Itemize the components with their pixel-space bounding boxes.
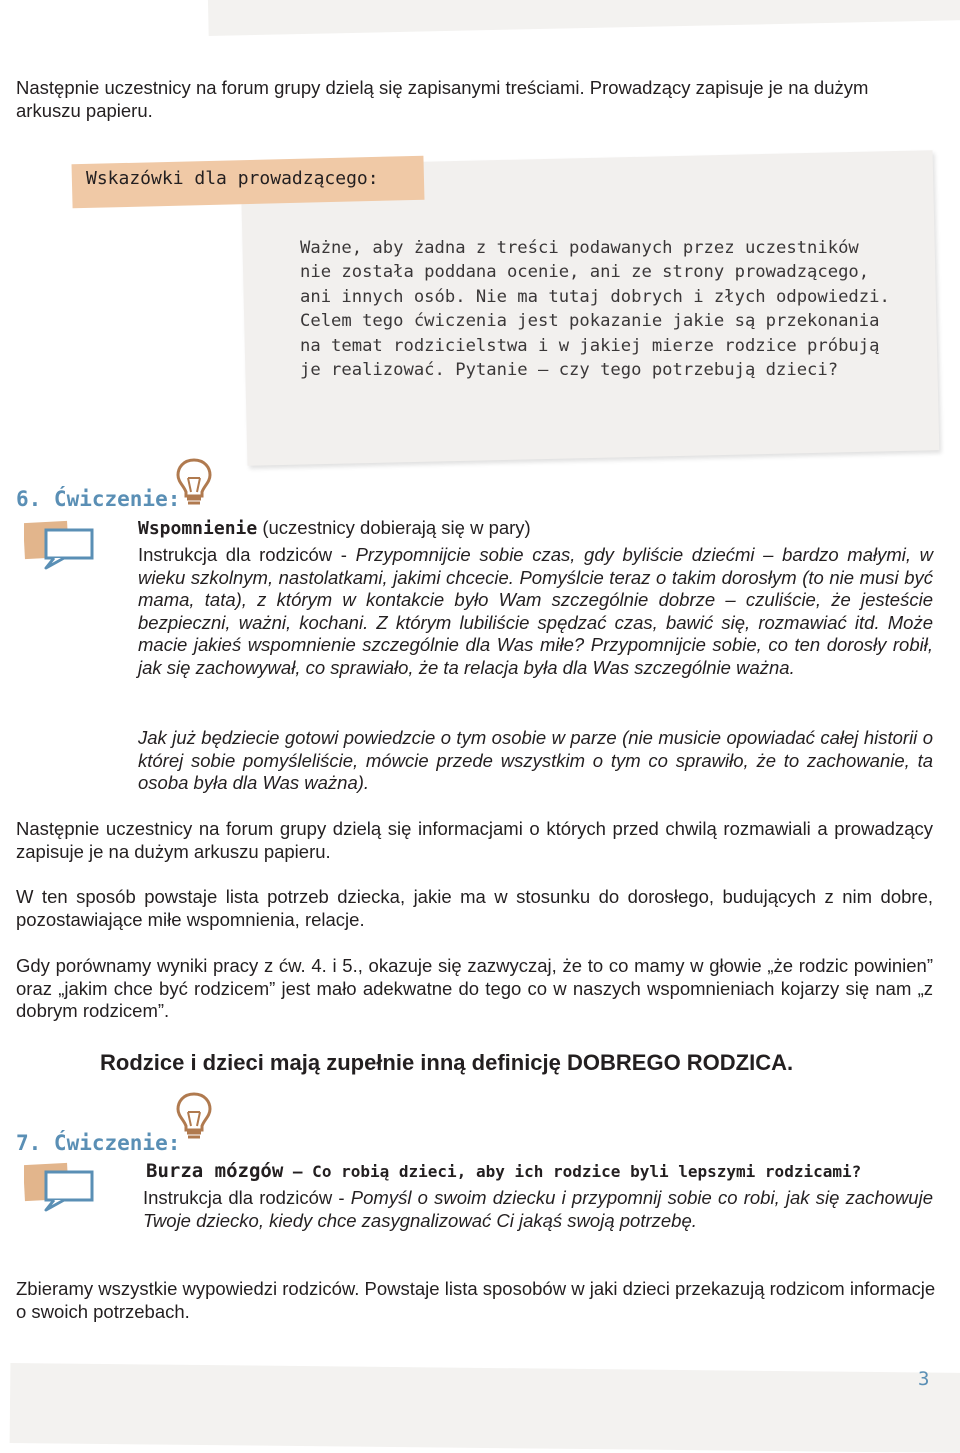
exercise-7-title-rest: – Co robią dzieci, aby ich rodzice byli lepszymi rodzicami? [283, 1162, 862, 1181]
decorative-bottom-strip [10, 1363, 960, 1453]
decorative-top-strip [207, 0, 960, 36]
instruction-prefix: Instrukcja dla rodziców - [143, 1187, 351, 1208]
exercise-6-label: 6. Ćwiczenie: [16, 487, 181, 511]
exercise-6-heading [138, 517, 938, 541]
speech-bubble-icon [24, 520, 94, 566]
exercise-7-title: Burza mózgów [146, 1160, 284, 1182]
exercise-7-instruction [143, 1187, 933, 1232]
page-number: 3 [918, 1368, 930, 1390]
intro-paragraph: Następnie uczestnicy na forum grupy dzielą się zapisanymi treściami. Prowadzący zapisuje je na dużym arkuszu papieru. [16, 77, 869, 121]
exercise-6-instruction [138, 544, 933, 679]
paragraph-3: Gdy porównamy wyniki pracy z ćw. 4. i 5., okazuje się zazwyczaj, że to co mamy w głowie „że rodzic powinien” oraz „jakim chce być rodzicem” jest mało adekwatne do tego co w naszych wspomnieniach kojarzy się nam „z dobrym rodzicem”. [16, 955, 933, 1021]
exercise-7-label: 7. Ćwiczenie: [16, 1131, 181, 1155]
exercise-6-subtitle: (uczestnicy dobierają się w pary) [257, 517, 531, 538]
note-heading: Wskazówki dla prowadzącego: [86, 168, 379, 189]
note-text: Ważne, aby żadna z treści podawanych przez uczestników nie została poddana ocenie, ani ze strony prowadzącego, ani innych osób. Nie ma tutaj dobrych i złych odpowiedzi. Celem tego ćwiczenia jest pokazanie jakie są przekonania na temat rodzicielstwa i w jakiej mierze rodzice próbują je realizować. Pytanie – czy tego potrzebują dzieci? [300, 238, 890, 381]
speech-bubble-icon [24, 1162, 94, 1208]
lightbulb-icon [174, 456, 214, 513]
exercise-6-instruction-2: Jak już będziecie gotowi powiedzcie o tym osobie w parze (nie musicie opowiadać całej historii o której sobie pomyśleliście, mówcie przede wszystkim o tym co sprawiło, że to zachowanie, ta osoba była dla Was ważna). [138, 727, 933, 793]
exercise-6-title: Wspomnienie [138, 518, 258, 539]
instruction-prefix: Instrukcja dla rodziców - [138, 544, 356, 565]
instruction-text: Pomyśl o swoim dziecku i przypomnij sobie co robi, jak się zachowuje Twoje dziecko, kiedy chce zasygnalizować Ci jakąś swoją potrzebę. [143, 1187, 933, 1231]
paragraph-1: Następnie uczestnicy na forum grupy dzielą się informacjami o których przed chwilą rozmawiali a prowadzący zapisuje je na dużym arkuszu papieru. [16, 818, 933, 862]
closing-paragraph: Zbieramy wszystkie wypowiedzi rodziców. Powstaje lista sposobów w jaki dzieci przekazują rodzicom informacje o swoich potrzebach. [16, 1278, 936, 1322]
paragraph-2: W ten sposób powstaje lista potrzeb dziecka, jakie ma w stosunku do dorosłego, budujących z nim dobre, pozostawiające miłe wspomnienia, relacje. [16, 886, 933, 930]
lightbulb-icon [174, 1090, 214, 1147]
exercise-7-heading [146, 1160, 936, 1182]
key-statement: Rodzice i dzieci mają zupełnie inną definicję DOBREGO RODZICA. [100, 1050, 794, 1075]
instruction-text: Przypomnijcie sobie czas, gdy byliście dziećmi – bardzo małymi, w wieku szkolnym, nastolatkami, jakimi chcecie. Pomyślcie teraz o takim dorosłym (to nie musi być mama, tata), z którym w kontakcie było Wam szczególnie dobrze – czuliście, że jesteście bezpieczni, ważni, kochani. Z którym lubiliście spędzać czas, bawić się, rozmawiać itd. Może macie jakieś wspomnienie szczególnie dla Was miłe? Przypomnijcie sobie, co ten dorosły robił, jak się zachowywał, co sprawiało, że ta relacja była dla Was szczególnie ważna. [138, 544, 933, 678]
